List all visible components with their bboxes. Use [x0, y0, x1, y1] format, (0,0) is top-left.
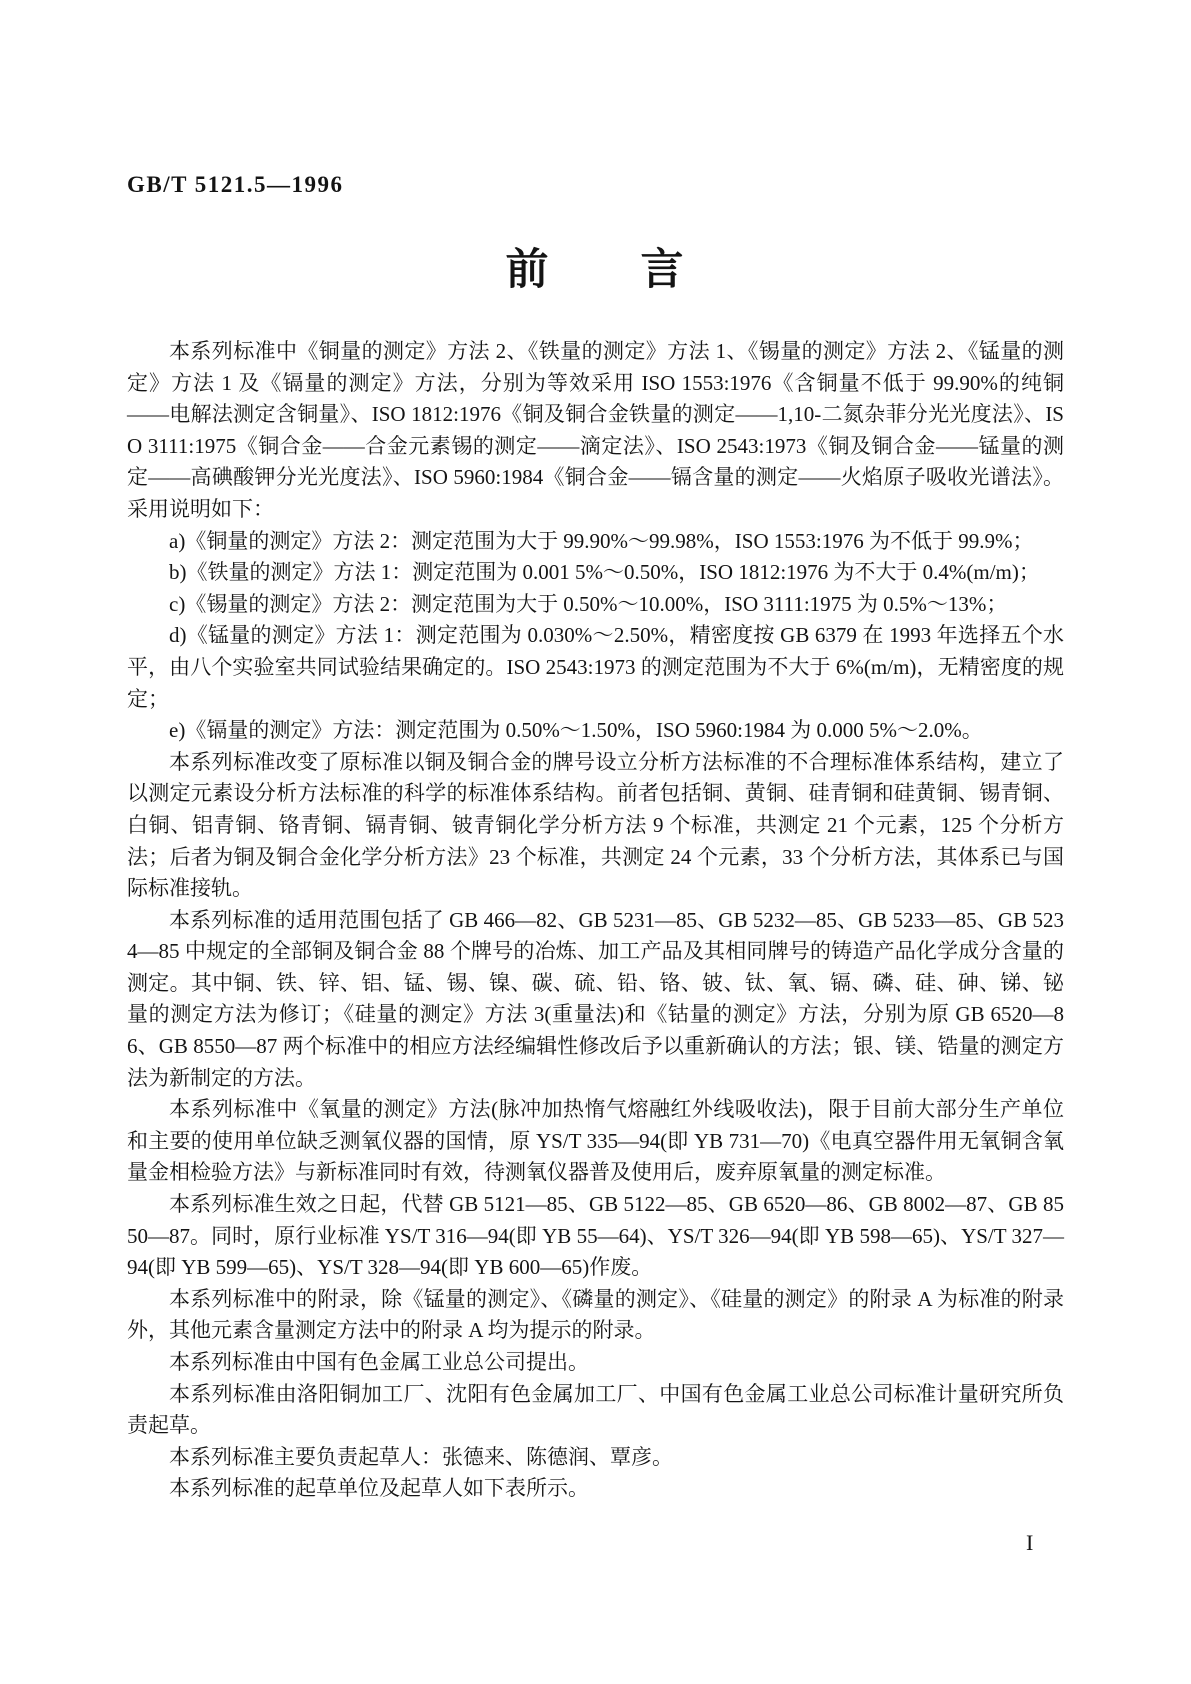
paragraph: e)《镉量的测定》方法：测定范围为 0.50%～1.50%，ISO 5960:1984 为 0.000 5%～2.0%。	[169, 718, 983, 743]
paragraph: 本系列标准中的附录，除《锰量的测定》、《磷量的测定》、《硅量的测定》的附录 A 为标准的附录外，其他元素含量测定方法中的附录 A 均为提示的附录。	[127, 1286, 1064, 1343]
paragraph: 本系列标准由中国有色金属工业总公司提出。	[169, 1350, 589, 1374]
standard-number: GB/T 5121.5—1996	[127, 172, 344, 197]
paragraph: 本系列标准生效之日起，代替 GB 5121—85、GB 5122—85、GB 6520—86、GB 8002—87、GB 8550—87。同时，原行业标准 YS/T 316—94(即 YB 55—64)、YS/T 326—94(即 YB 598—65)、YS/T 327—94(即 YB 599—65)、YS/T 328—94(即 YB 600—65)作废。	[127, 1192, 1064, 1280]
paragraph: b)《铁量的测定》方法 1：测定范围为 0.001 5%～0.50%，ISO 1812:1976 为不大于 0.4%(m/m)；	[169, 560, 1040, 585]
paragraph: 本系列标准由洛阳铜加工厂、沈阳有色金属加工厂、中国有色金属工业总公司标准计量研究所负责起草。	[127, 1381, 1064, 1438]
paragraph: 本系列标准中《氧量的测定》方法(脉冲加热惰气熔融红外线吸收法)，限于目前大部分生产单位和主要的使用单位缺乏测氧仪器的国情，原 YS/T 335—94(即 YB 731—70)《电真空器件用无氧铜含氧量金相检验方法》与新标准同时有效，待测氧仪器普及使用后，废弃原氧量的测定标准。	[127, 1097, 1064, 1185]
paragraph: d)《锰量的测定》方法 1：测定范围为 0.030%～2.50%，精密度按 GB 6379 在 1993 年选择五个水平，由八个实验室共同试验结果确定的。ISO 2543:1973 的测定范围为不大于 6%(m/m)，无精密度的规定；	[127, 623, 1064, 711]
paragraph: c)《锡量的测定》方法 2：测定范围为大于 0.50%～10.00%，ISO 3111:1975 为 0.5%～13%；	[169, 591, 1008, 616]
page-number: I	[1026, 1530, 1034, 1555]
paragraph: 本系列标准的适用范围包括了 GB 466—82、GB 5231—85、GB 5232—85、GB 5233—85、GB 5234—85 中规定的全部铜及铜合金 88 个牌号的冶炼、加工产品及其相同牌号的铸造产品化学成分含量的测定。其中铜、铁、锌、铝、锰、锡、镍、碳、硫、铅、铬、铍、钛、氧、镉、磷、硅、砷、锑、铋量的测定方法为修订；《硅量的测定》方法 3(重量法)和《钴量的测定》方法，分别为原 GB 6520—86、GB 8550—87 两个标准中的相应方法经编辑性修改后予以重新确认的方法；银、镁、锆量的测定方法为新制定的方法。	[127, 907, 1064, 1090]
paragraph: 本系列标准主要负责起草人：张德来、陈德润、覃彦。	[169, 1444, 673, 1469]
paragraph: 本系列标准改变了原标准以铜及铜合金的牌号设立分析方法标准的不合理标准体系结构，建立了以测定元素设分析方法标准的科学的标准体系结构。前者包括铜、黄铜、硅青铜和硅黄铜、锡青铜、白铜、铝青铜、铬青铜、镉青铜、铍青铜化学分析方法 9 个标准，共测定 21 个元素，125 个分析方法；后者为铜及铜合金化学分析方法》23 个标准，共测定 24 个元素，33 个分析方法，其体系已与国际标准接轨。	[127, 749, 1064, 901]
foreword-body	[127, 336, 1064, 1505]
paragraph: 本系列标准的起草单位及起草人如下表所示。	[169, 1476, 589, 1501]
page-title: 前 言	[505, 247, 686, 294]
paragraph: a)《铜量的测定》方法 2：测定范围为大于 99.90%～99.98%，ISO 1553:1976 为不低于 99.9%；	[169, 528, 1034, 553]
paragraph: 本系列标准中《铜量的测定》方法 2、《铁量的测定》方法 1、《锡量的测定》方法 2、《锰量的测定》方法 1 及《镉量的测定》方法，分别为等效采用 ISO 1553:1976《含铜量不低于 99.90%的纯铜——电解法测定含铜量》、ISO 1812:1976《铜及铜合金铁量的测定——1,10-二氮杂菲分光光度法》、ISO 3111:1975《铜合金——合金元素锡的测定——滴定法》、ISO 2543:1973《铜及铜合金——锰量的测定——高碘酸钾分光光度法》、ISO 5960:1984《铜合金——镉含量的测定——火焰原子吸收光谱法》。采用说明如下：	[127, 339, 1064, 521]
